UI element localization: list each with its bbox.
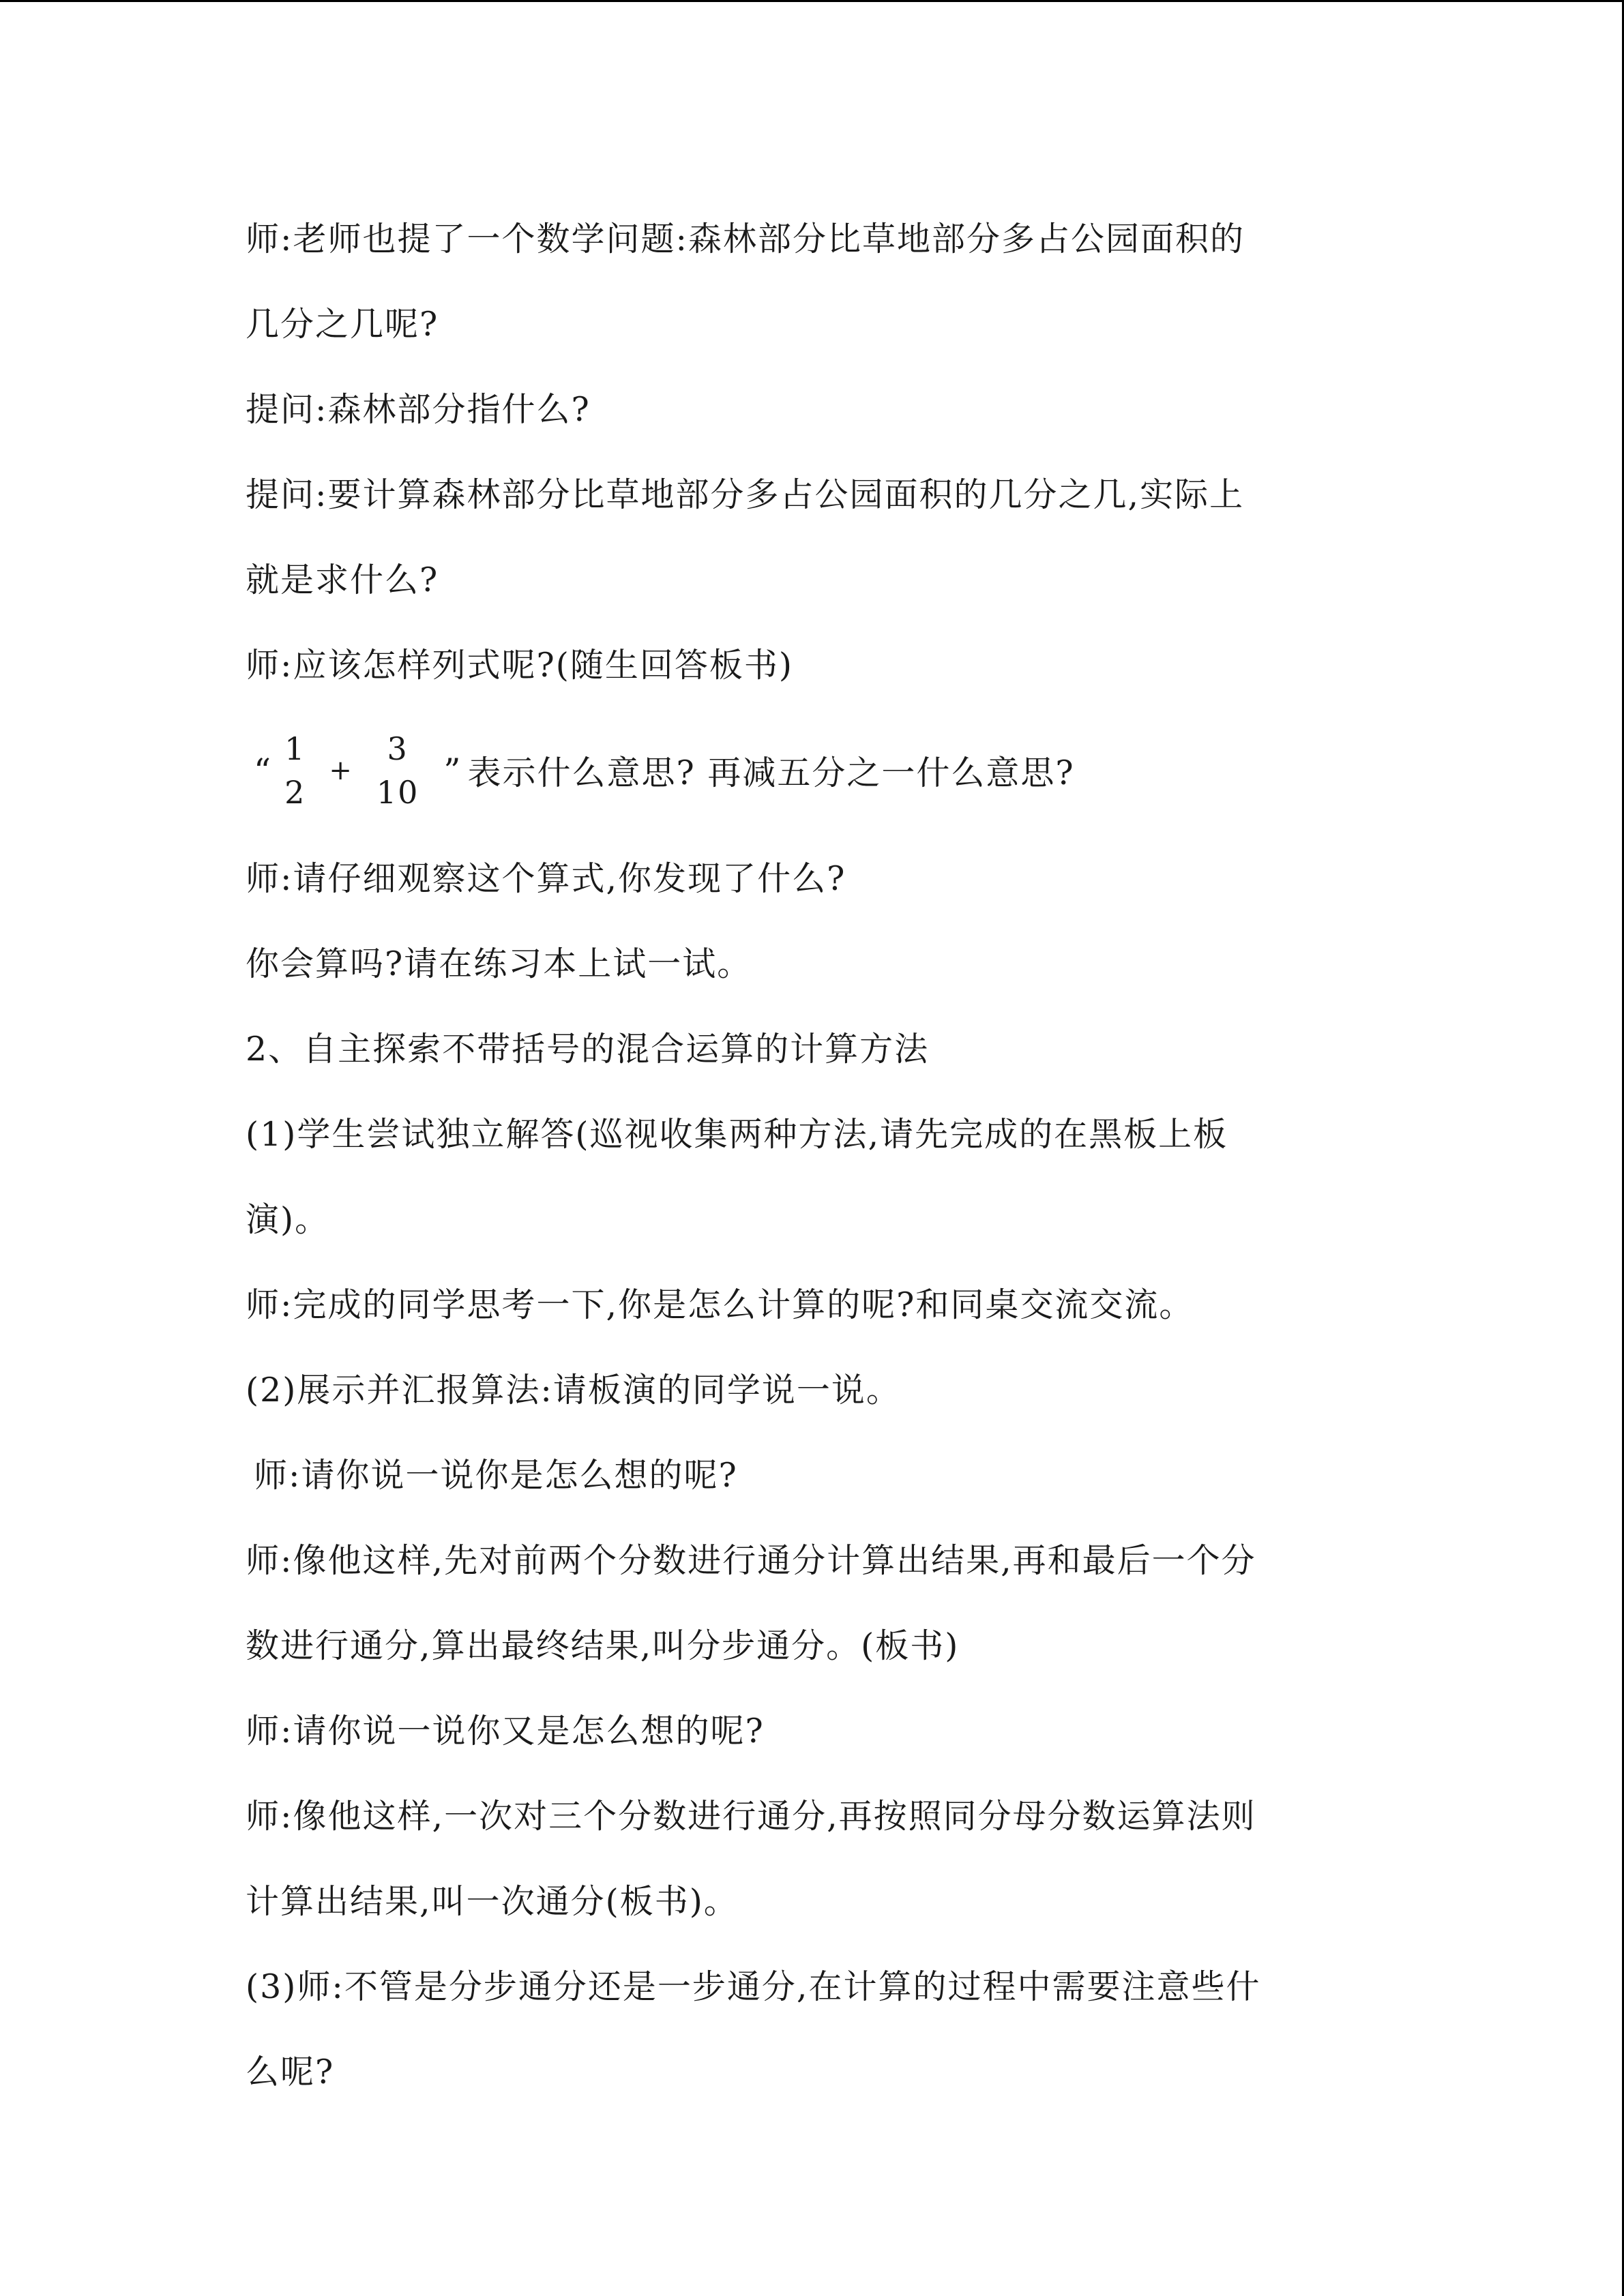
text-line: 师:请你说一说你又是怎么想的呢? <box>246 1712 765 1750</box>
text-line: (3)师:不管是分步通分还是一步通分,在计算的过程中需要注意些什 <box>246 1967 1261 2006</box>
fraction-numerator: 3 <box>387 730 409 767</box>
fraction-denominator: 2 <box>284 774 306 811</box>
fraction-expression <box>254 719 1075 822</box>
text-line: 提问:森林部分指什么? <box>246 390 591 429</box>
text-line: 师:应该怎样列式呢?(随生回答板书) <box>246 646 794 685</box>
text-line: 么呢? <box>246 2053 335 2091</box>
open-quote: “ <box>254 751 273 790</box>
text-line: 师:老师也提了一个数学问题:森林部分比草地部分多占公园面积的 <box>246 220 1245 258</box>
text-line: 师:请你说一说你是怎么想的呢? <box>254 1456 738 1495</box>
fraction-numerator: 1 <box>284 730 306 767</box>
text-line: 师:像他这样,一次对三个分数进行通分,再按照同分母分数运算法则 <box>246 1797 1256 1836</box>
text-line: 提问:要计算森林部分比草地部分多占公园面积的几分之几,实际上 <box>246 475 1245 514</box>
text-line: (2)展示并汇报算法:请板演的同学说一说。 <box>246 1371 901 1410</box>
text-line: 师:完成的同学思考一下,你是怎么计算的呢?和同桌交流交流。 <box>246 1285 1194 1324</box>
text-line: (1)学生尝试独立解答(巡视收集两种方法,请先完成的在黑板上板 <box>246 1115 1228 1154</box>
text-line: 计算出结果,叫一次通分(板书)。 <box>246 1882 739 1921</box>
text-line: 演)。 <box>246 1200 330 1239</box>
close-quote: ” <box>443 751 462 790</box>
text-line: 师:请仔细观察这个算式,你发现了什么? <box>246 859 846 898</box>
fraction-one-half <box>282 731 308 810</box>
fraction-denominator: 10 <box>376 774 419 811</box>
text-line: 你会算吗?请在练习本上试一试。 <box>246 944 752 983</box>
text-line: 师:像他这样,先对前两个分数进行通分计算出结果,再和最后一个分 <box>246 1541 1256 1580</box>
text-line: 就是求什么? <box>246 561 439 599</box>
plus-operator: + <box>329 755 353 786</box>
fraction-three-tenths <box>374 731 422 810</box>
formula-question-text: 表示什么意思? 再减五分之一什么意思? <box>467 754 1075 792</box>
section-heading: 2、自主探索不带括号的混合运算的计算方法 <box>246 1030 930 1069</box>
text-line: 数进行通分,算出最终结果,叫分步通分。(板书) <box>246 1626 960 1665</box>
text-line: 几分之几呢? <box>246 305 439 344</box>
